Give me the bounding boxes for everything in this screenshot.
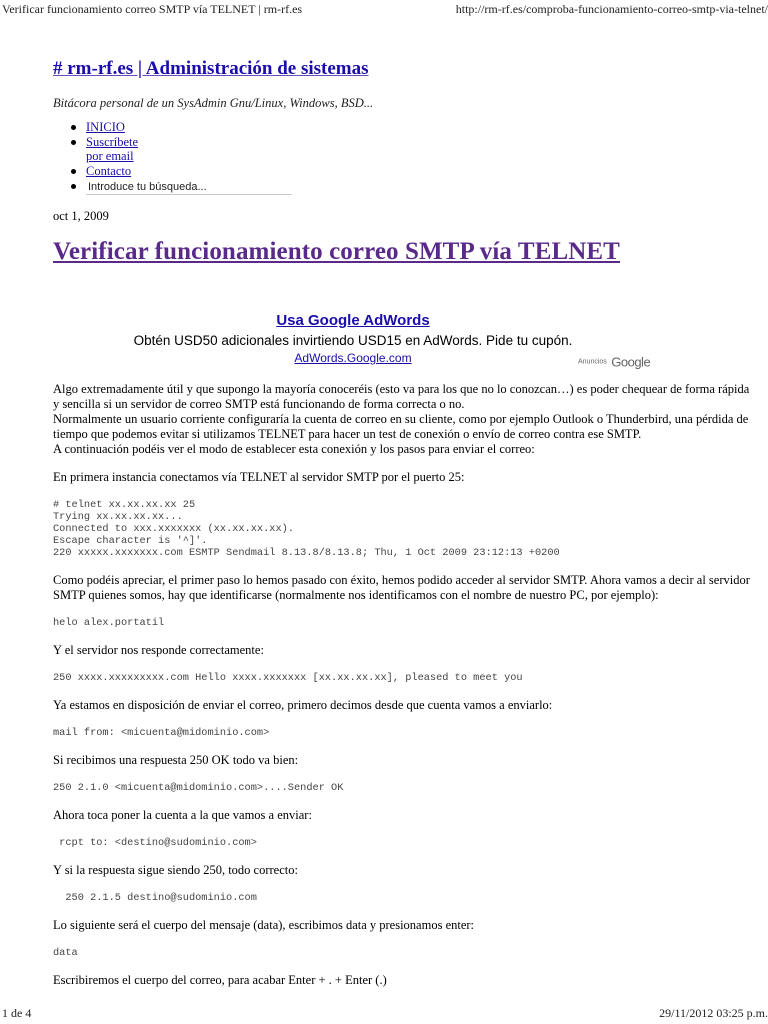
print-footer bbox=[0, 1004, 768, 1022]
post-date: oct 1, 2009 bbox=[53, 209, 109, 223]
nav-item-contacto bbox=[69, 164, 329, 179]
main-nav bbox=[69, 120, 329, 195]
print-datetime: 29/11/2012 03:25 p.m. bbox=[659, 1006, 768, 1020]
nav-link-suscribete[interactable]: Suscríbete bbox=[86, 134, 139, 149]
article-paragraph: Ya estamos en disposición de enviar el correo, primero decimos desde que cuenta vamos a enviarlo: bbox=[53, 698, 553, 712]
nav-link-inicio[interactable]: INICIO bbox=[86, 120, 125, 134]
code-block: 250 2.1.5 destino@sudominio.com bbox=[53, 892, 257, 904]
article-paragraph: Si recibimos una respuesta 250 OK todo va bien: bbox=[53, 753, 299, 767]
ads-by-google-badge[interactable] bbox=[578, 353, 650, 371]
article-paragraph: En primera instancia conectamos vía TELNET al servidor SMTP por el puerto 25: bbox=[53, 470, 465, 484]
code-block: helo alex.portatil bbox=[53, 617, 165, 629]
ad-text: Obtén USD50 adicionales invirtiendo USD15 en AdWords. Pide tu cupón. bbox=[133, 333, 573, 348]
google-logo: Google bbox=[611, 354, 651, 370]
ad-title-link[interactable]: Usa Google AdWords bbox=[276, 312, 430, 329]
code-block: 250 xxxx.xxxxxxxxx.com Hello xxxx.xxxxxxx [xx.xx.xx.xx], pleased to meet you bbox=[53, 672, 523, 684]
code-block: 250 2.1.0 <micuenta@midominio.com>....Sender OK bbox=[53, 782, 344, 794]
article-paragraph: Y el servidor nos responde correctamente: bbox=[53, 643, 264, 657]
site-title-link[interactable]: # rm-rf.es | Administración de sistemas bbox=[53, 58, 369, 79]
code-block: mail from: <micuenta@midominio.com> bbox=[53, 727, 270, 739]
article-paragraph: Ahora toca poner la cuenta a la que vamos a enviar: bbox=[53, 808, 312, 822]
article-paragraph: Lo siguiente será el cuerpo del mensaje (data), escribimos data y presionamos enter: bbox=[53, 918, 475, 932]
article-paragraph: Normalmente un usuario corriente configuraría la cuenta de correo en su cliente, como por ejemplo Outlook o Thunderbird, una pérdida de tiempo que podemos evitar si utilizamos TELNET para hacer un test de conexión o envío de correo contra ese SMTP. bbox=[53, 412, 749, 441]
adsense-block bbox=[53, 308, 653, 370]
article-body bbox=[53, 382, 753, 988]
search-input[interactable] bbox=[86, 180, 292, 195]
code-block: rcpt to: <destino@sudominio.com> bbox=[53, 837, 257, 849]
print-header bbox=[0, 0, 768, 18]
nav-item-suscribete bbox=[69, 135, 329, 164]
article-paragraph: Escribiremos el cuerpo del correo, para acabar Enter + . + Enter (.) bbox=[53, 973, 387, 987]
page-counter: 1 de 4 bbox=[2, 1006, 32, 1020]
article-paragraph: Algo extremadamente útil y que supongo la mayoría conoceréis (esto va para los que no lo conozcan…) es poder chequear de forma rápida y sencilla si un servidor de correo SMTP está funcionando de forma correcta o no. bbox=[53, 382, 750, 411]
ads-badge-label: Anuncios bbox=[578, 358, 607, 366]
nav-link-contacto[interactable]: Contacto bbox=[86, 163, 132, 178]
ad-url-link[interactable]: AdWords.Google.com bbox=[294, 351, 412, 365]
print-header-title: Verificar funcionamiento correo SMTP vía TELNET | rm-rf.es bbox=[2, 2, 303, 16]
nav-item-inicio bbox=[69, 120, 329, 135]
post-title[interactable]: Verificar funcionamiento correo SMTP vía TELNET bbox=[53, 238, 620, 265]
print-header-url: http://rm-rf.es/comproba-funcionamiento-correo-smtp-via-telnet/ bbox=[455, 2, 768, 16]
code-block: data bbox=[53, 947, 78, 959]
site-description: Bitácora personal de un SysAdmin Gnu/Linux, Windows, BSD... bbox=[53, 96, 374, 110]
nav-link-por-email[interactable]: por email bbox=[86, 149, 134, 163]
nav-item-search bbox=[69, 179, 329, 195]
code-block: # telnet xx.xx.xx.xx 25 Trying xx.xx.xx.xx... Connected to xxx.xxxxxxx (xx.xx.xx.xx). Escape character is '^]'. 220 xxxxx.xxxxxxx.com ESMTP Sendmail 8.13.8/8.13.8; Thu, 1 Oct 2009 23:12:13 +0200 bbox=[53, 499, 560, 559]
article-paragraph: Como podéis apreciar, el primer paso lo hemos pasado con éxito, hemos podido acceder al servidor SMTP. Ahora vamos a decir al servidor SMTP quienes somos, hay que identificarse (normalmente nos identificamos con el nombre de nuestro PC, por ejemplo): bbox=[53, 573, 750, 602]
article-paragraph: Y si la respuesta sigue siendo 250, todo correcto: bbox=[53, 863, 298, 877]
article-paragraph: A continuación podéis ver el modo de establecer esta conexión y los pasos para enviar el correo: bbox=[53, 442, 535, 456]
